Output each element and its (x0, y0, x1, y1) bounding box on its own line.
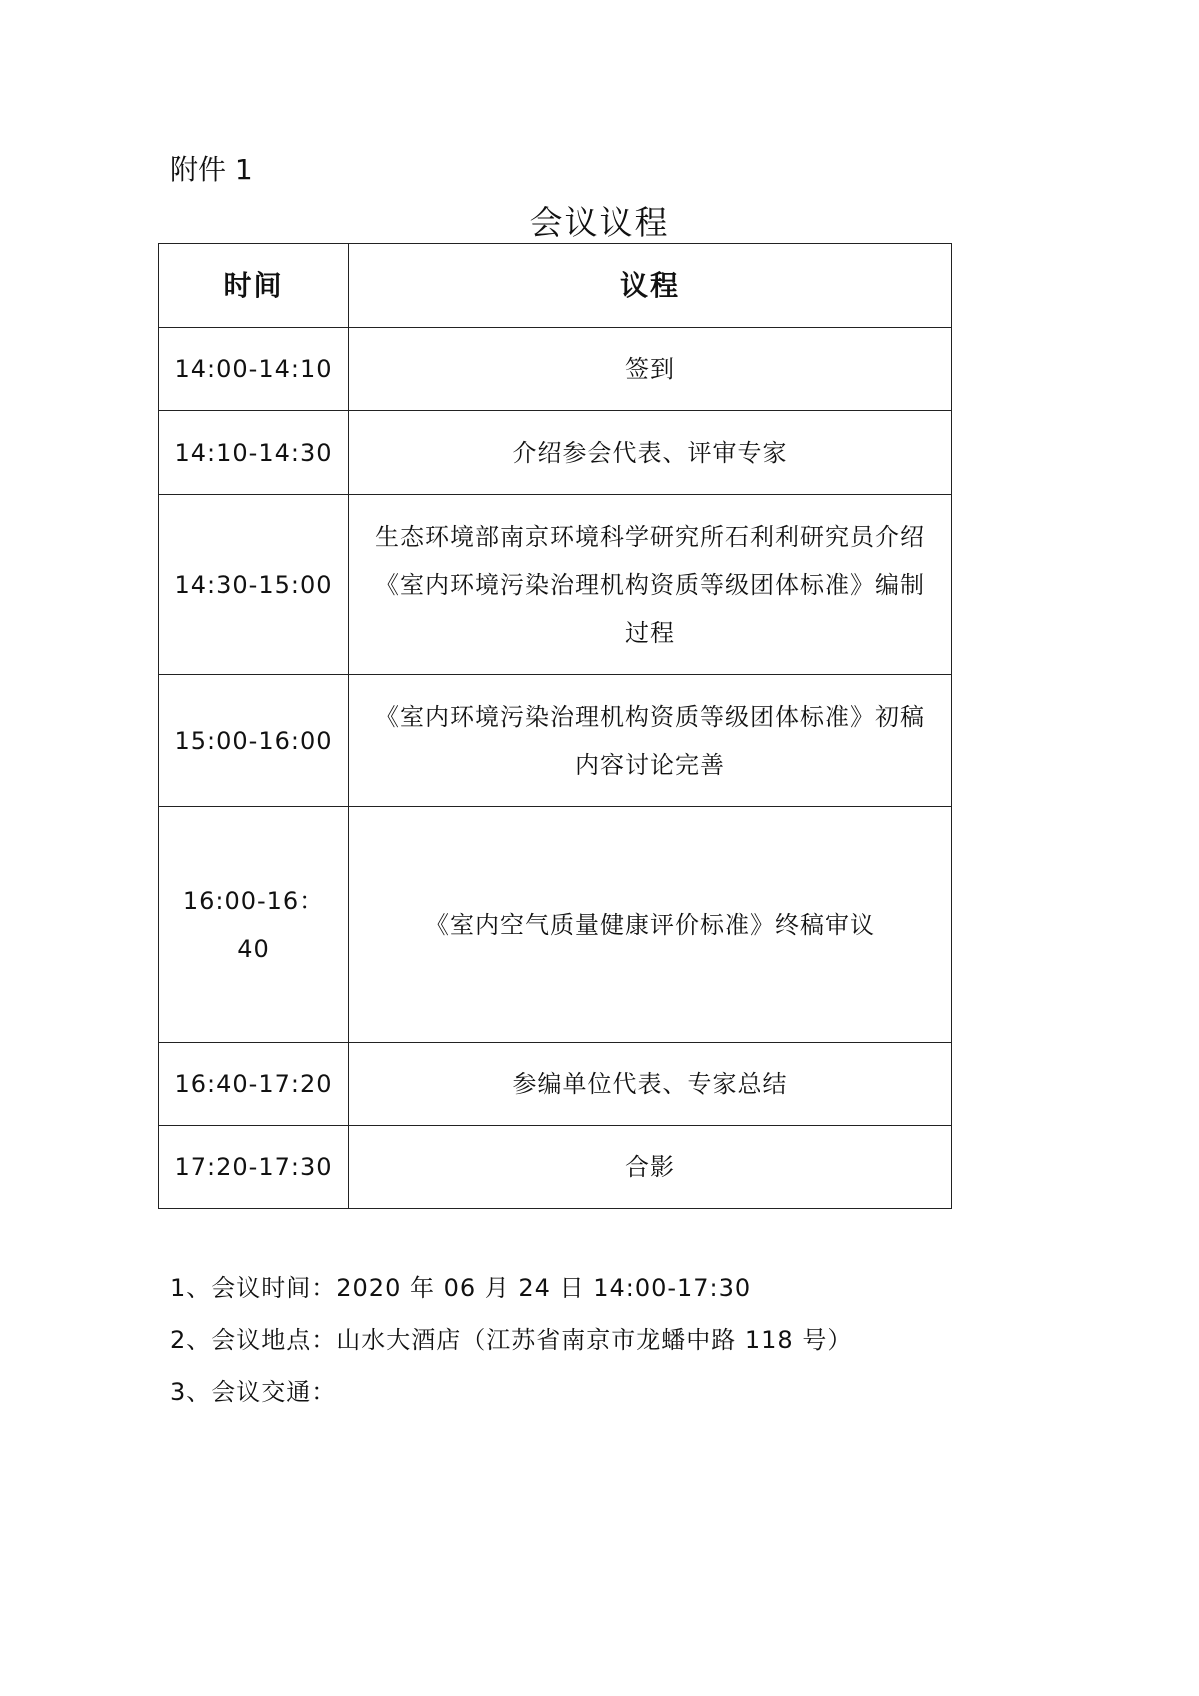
agenda-cell: 《室内环境污染治理机构资质等级团体标准》初稿内容讨论完善 (349, 675, 952, 807)
meeting-notes (170, 1268, 852, 1424)
table-row (159, 495, 952, 675)
note-meeting-time: 1、会议时间：2020 年 06 月 24 日 14:00-17:30 (170, 1274, 752, 1302)
table-row (159, 807, 952, 1043)
table-row (159, 328, 952, 411)
header-time: 时间 (159, 244, 349, 328)
table-header-row (159, 244, 952, 328)
page-title: 会议议程 (529, 203, 670, 242)
note-meeting-location: 2、会议地点：山水大酒店（江苏省南京市龙蟠中路 118 号） (170, 1326, 853, 1354)
table-row (159, 1126, 952, 1209)
time-cell: 17:20-17:30 (159, 1126, 349, 1209)
agenda-cell: 《室内空气质量健康评价标准》终稿审议 (349, 807, 952, 1043)
agenda-cell: 参编单位代表、专家总结 (349, 1043, 952, 1126)
agenda-cell: 合影 (349, 1126, 952, 1209)
note-meeting-transport: 3、会议交通： (170, 1378, 337, 1406)
agenda-cell: 介绍参会代表、评审专家 (349, 411, 952, 495)
table-row (159, 411, 952, 495)
time-cell: 14:10-14:30 (159, 411, 349, 495)
attachment-label: 附件 1 (170, 153, 253, 186)
time-cell: 14:00-14:10 (159, 328, 349, 411)
header-agenda: 议程 (349, 244, 952, 328)
agenda-cell: 生态环境部南京环境科学研究所石利利研究员介绍《室内环境污染治理机构资质等级团体标准》编制过程 (349, 495, 952, 675)
table-row (159, 1043, 952, 1126)
agenda-table (158, 243, 952, 1209)
time-cell: 14:30-15:00 (159, 495, 349, 675)
time-cell: 15:00-16:00 (159, 675, 349, 807)
table-row (159, 675, 952, 807)
time-cell: 16:00-16：40 (159, 807, 349, 1043)
time-cell: 16:40-17:20 (159, 1043, 349, 1126)
agenda-cell: 签到 (349, 328, 952, 411)
